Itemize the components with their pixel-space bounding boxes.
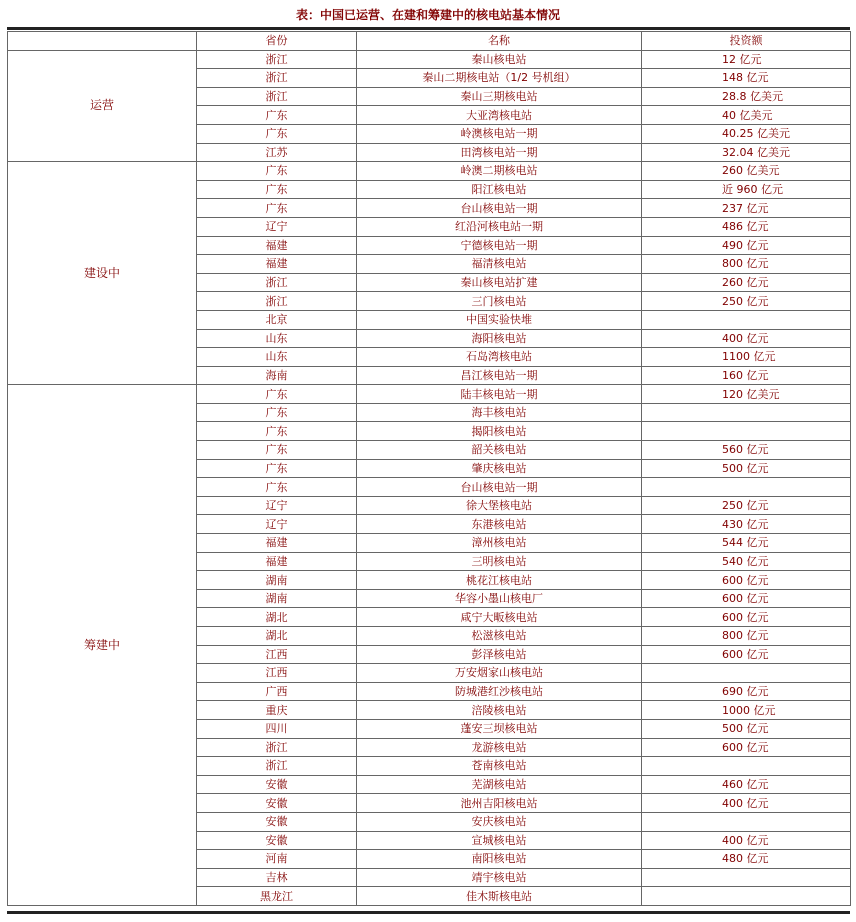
top-rule: [7, 27, 850, 30]
province-cell: 浙江: [197, 757, 357, 776]
header-row: [8, 32, 851, 51]
plant-name-cell: 靖宇核电站: [357, 868, 642, 887]
province-cell: 浙江: [197, 50, 357, 69]
plant-name-cell: 揭阳核电站: [357, 422, 642, 441]
investment-cell: [642, 664, 851, 683]
investment-cell: 800 亿元: [642, 627, 851, 646]
province-cell: 安徽: [197, 775, 357, 794]
plant-name-cell: 秦山二期核电站（1/2 号机组）: [357, 69, 642, 88]
investment-cell: 28.8 亿美元: [642, 87, 851, 106]
investment-cell: 460 亿元: [642, 775, 851, 794]
province-cell: 浙江: [197, 69, 357, 88]
investment-cell: 600 亿元: [642, 738, 851, 757]
investment-cell: 600 亿元: [642, 571, 851, 590]
province-cell: 河南: [197, 850, 357, 869]
plant-name-cell: 海丰核电站: [357, 403, 642, 422]
province-cell: 浙江: [197, 273, 357, 292]
investment-cell: 1100 亿元: [642, 348, 851, 367]
page-title: 表：中国已运营、在建和筹建中的核电站基本情况: [295, 8, 560, 22]
province-cell: 福建: [197, 552, 357, 571]
province-cell: 湖北: [197, 627, 357, 646]
investment-cell: 237 亿元: [642, 199, 851, 218]
province-cell: 广东: [197, 385, 357, 404]
province-cell: 广东: [197, 180, 357, 199]
province-cell: 福建: [197, 534, 357, 553]
province-cell: 广东: [197, 106, 357, 125]
investment-cell: [642, 887, 851, 906]
province-cell: 浙江: [197, 738, 357, 757]
plant-name-cell: 防城港红沙核电站: [357, 682, 642, 701]
plant-name-cell: 昌江核电站一期: [357, 366, 642, 385]
investment-cell: 600 亿元: [642, 608, 851, 627]
plant-name-cell: 韶关核电站: [357, 441, 642, 460]
province-cell: 江苏: [197, 143, 357, 162]
province-cell: 广东: [197, 422, 357, 441]
province-cell: 浙江: [197, 292, 357, 311]
plant-name-cell: 台山核电站一期: [357, 199, 642, 218]
investment-cell: 800 亿元: [642, 255, 851, 274]
investment-cell: 32.04 亿美元: [642, 143, 851, 162]
plant-name-cell: 芜湖核电站: [357, 775, 642, 794]
province-cell: 重庆: [197, 701, 357, 720]
province-cell: 吉林: [197, 868, 357, 887]
province-cell: 安徽: [197, 794, 357, 813]
province-cell: 广东: [197, 162, 357, 181]
province-cell: 安徽: [197, 812, 357, 831]
plant-name-cell: 秦山核电站: [357, 50, 642, 69]
plant-name-cell: 三门核电站: [357, 292, 642, 311]
investment-cell: 250 亿元: [642, 292, 851, 311]
province-cell: 湖南: [197, 571, 357, 590]
plant-name-cell: 池州吉阳核电站: [357, 794, 642, 813]
plant-name-cell: 岭澳核电站一期: [357, 124, 642, 143]
plant-name-cell: 三明核电站: [357, 552, 642, 571]
plant-name-cell: 陆丰核电站一期: [357, 385, 642, 404]
table-row: [8, 50, 851, 69]
table-row: [8, 162, 851, 181]
investment-cell: 260 亿美元: [642, 162, 851, 181]
province-cell: 江西: [197, 645, 357, 664]
investment-cell: 148 亿元: [642, 69, 851, 88]
investment-cell: 430 亿元: [642, 515, 851, 534]
investment-cell: 40.25 亿美元: [642, 124, 851, 143]
plant-name-cell: 肇庆核电站: [357, 459, 642, 478]
plant-name-cell: 咸宁大畈核电站: [357, 608, 642, 627]
investment-cell: 40 亿美元: [642, 106, 851, 125]
header-investment: 投资额: [642, 32, 851, 51]
plant-name-cell: 安庆核电站: [357, 812, 642, 831]
province-cell: 山东: [197, 329, 357, 348]
province-cell: 广东: [197, 478, 357, 497]
investment-cell: 480 亿元: [642, 850, 851, 869]
plant-name-cell: 大亚湾核电站: [357, 106, 642, 125]
investment-cell: 544 亿元: [642, 534, 851, 553]
investment-cell: [642, 757, 851, 776]
investment-cell: 540 亿元: [642, 552, 851, 571]
investment-cell: [642, 403, 851, 422]
province-cell: 海南: [197, 366, 357, 385]
plant-name-cell: 岭澳二期核电站: [357, 162, 642, 181]
investment-cell: 260 亿元: [642, 273, 851, 292]
plant-name-cell: 佳木斯核电站: [357, 887, 642, 906]
header-category: [8, 32, 197, 51]
plant-name-cell: 中国实验快堆: [357, 310, 642, 329]
investment-cell: 500 亿元: [642, 459, 851, 478]
investment-cell: 1000 亿元: [642, 701, 851, 720]
province-cell: 黑龙江: [197, 887, 357, 906]
investment-cell: 120 亿美元: [642, 385, 851, 404]
province-cell: 辽宁: [197, 496, 357, 515]
plant-name-cell: 华容小墨山核电厂: [357, 589, 642, 608]
plant-name-cell: 万安烟家山核电站: [357, 664, 642, 683]
plant-name-cell: 徐大堡核电站: [357, 496, 642, 515]
plant-name-cell: 田湾核电站一期: [357, 143, 642, 162]
investment-cell: 600 亿元: [642, 645, 851, 664]
group-label: 运营: [8, 50, 197, 162]
province-cell: 安徽: [197, 831, 357, 850]
province-cell: 广东: [197, 403, 357, 422]
plant-name-cell: 涪陵核电站: [357, 701, 642, 720]
investment-cell: [642, 422, 851, 441]
plant-name-cell: 松滋核电站: [357, 627, 642, 646]
investment-cell: 486 亿元: [642, 217, 851, 236]
investment-cell: 560 亿元: [642, 441, 851, 460]
province-cell: 广东: [197, 459, 357, 478]
plant-name-cell: 蓬安三坝核电站: [357, 719, 642, 738]
plant-name-cell: 宣城核电站: [357, 831, 642, 850]
province-cell: 湖南: [197, 589, 357, 608]
investment-cell: [642, 478, 851, 497]
plant-name-cell: 秦山三期核电站: [357, 87, 642, 106]
plant-name-cell: 海阳核电站: [357, 329, 642, 348]
plant-name-cell: 彭泽核电站: [357, 645, 642, 664]
investment-cell: 400 亿元: [642, 329, 851, 348]
investment-cell: [642, 868, 851, 887]
investment-cell: 400 亿元: [642, 831, 851, 850]
plant-name-cell: 苍南核电站: [357, 757, 642, 776]
province-cell: 北京: [197, 310, 357, 329]
plant-name-cell: 福清核电站: [357, 255, 642, 274]
investment-cell: 近 960 亿元: [642, 180, 851, 199]
plant-name-cell: 阳江核电站: [357, 180, 642, 199]
province-cell: 辽宁: [197, 515, 357, 534]
bottom-rule: [7, 911, 850, 914]
plant-name-cell: 红沿河核电站一期: [357, 217, 642, 236]
investment-cell: 400 亿元: [642, 794, 851, 813]
investment-cell: 500 亿元: [642, 719, 851, 738]
province-cell: 山东: [197, 348, 357, 367]
investment-cell: [642, 812, 851, 831]
plant-name-cell: 漳州核电站: [357, 534, 642, 553]
investment-cell: [642, 310, 851, 329]
plant-name-cell: 宁德核电站一期: [357, 236, 642, 255]
investment-cell: 600 亿元: [642, 589, 851, 608]
plant-name-cell: 桃花江核电站: [357, 571, 642, 590]
plant-name-cell: 秦山核电站扩建: [357, 273, 642, 292]
plant-name-cell: 石岛湾核电站: [357, 348, 642, 367]
investment-cell: 690 亿元: [642, 682, 851, 701]
investment-cell: 250 亿元: [642, 496, 851, 515]
table-row: [8, 385, 851, 404]
group-label: 筹建中: [8, 385, 197, 906]
header-province: 省份: [197, 32, 357, 51]
investment-cell: 490 亿元: [642, 236, 851, 255]
province-cell: 福建: [197, 236, 357, 255]
plant-name-cell: 东港核电站: [357, 515, 642, 534]
province-cell: 湖北: [197, 608, 357, 627]
plant-name-cell: 南阳核电站: [357, 850, 642, 869]
plant-name-cell: 台山核电站一期: [357, 478, 642, 497]
group-label: 建设中: [8, 162, 197, 385]
province-cell: 福建: [197, 255, 357, 274]
province-cell: 广东: [197, 441, 357, 460]
province-cell: 四川: [197, 719, 357, 738]
province-cell: 辽宁: [197, 217, 357, 236]
table-body: [8, 50, 851, 905]
nuclear-plants-table: [7, 31, 851, 906]
province-cell: 广东: [197, 199, 357, 218]
province-cell: 广东: [197, 124, 357, 143]
investment-cell: 160 亿元: [642, 366, 851, 385]
province-cell: 浙江: [197, 87, 357, 106]
plant-name-cell: 龙游核电站: [357, 738, 642, 757]
header-name: 名称: [357, 32, 642, 51]
province-cell: 广西: [197, 682, 357, 701]
investment-cell: 12 亿元: [642, 50, 851, 69]
province-cell: 江西: [197, 664, 357, 683]
